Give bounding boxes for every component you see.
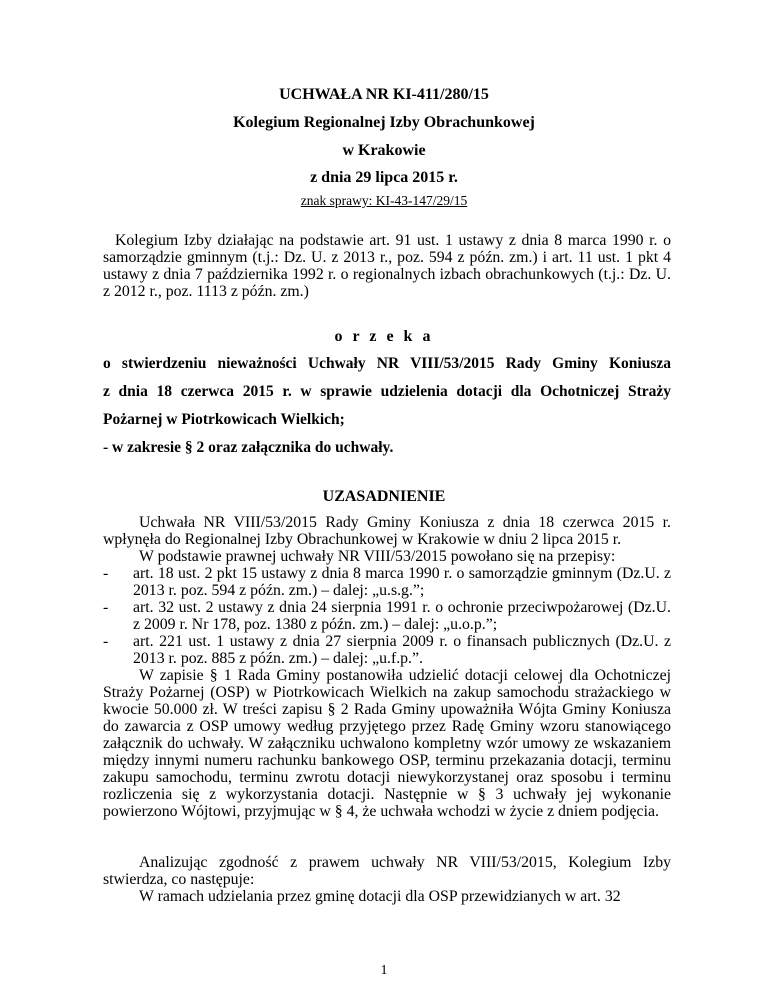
- ruling-line-2: z dnia 18 czerwca 2015 r. w sprawie udzielenia dotacji dla Ochotniczej Straży: [103, 383, 671, 400]
- justification-paragraph: W ramach udzielania przez gminę dotacji dla OSP przewidzianych w art. 32: [139, 888, 621, 905]
- ruling-line-4: - w zakresie § 2 oraz załącznika do uchwały.: [103, 439, 394, 456]
- list-item-text: art. 221 ust. 1 ustawy z dnia 27 sierpnia 2009 r. o finansach publicznych (Dz.U. z 2013 r. poz. 885 z późn. zm.) – dalej: „u.f.p.”.: [133, 633, 671, 667]
- list-dash: -: [103, 633, 109, 650]
- case-number: znak sprawy: KI-43-147/29/15: [300, 193, 468, 208]
- date: z dnia 29 lipca 2015 r.: [310, 169, 458, 186]
- list-item: [103, 599, 671, 633]
- justification-paragraph: W zapisie § 1 Rada Gminy postanowiła udzielić dotacji celowej dla Ochotniczej Straży Pożarnej (OSP) w Piotrkowicach Wielkich na zakup samochodu strażackiego w kwocie 50.000 zł. W treści zapisu § 2 Rada Gminy upoważniła Wójta Gminy Koniusza do zawarcia z OSP umowy według przyjętego przez Radę Gminy wzoru stanowiącego załącznik do uchwały. W załączniku uchwalono kompletny wzór umowy ze wskazaniem między innymi numeru rachunku bankowego OSP, terminu przekazania dotacji, terminu zakupu samochodu, terminu zwrotu dotacji niewykorzystanej oraz sposobu i terminu rozliczenia się z wykorzystania dotacji. Następnie w § 3 uchwały jej wykonanie powierzono Wójtowi, przyjmując w § 4, że uchwała wchodzi w życie z dniem podjęcia.: [103, 667, 671, 820]
- justification-paragraph: Uchwała NR VIII/53/2015 Rady Gminy Koniusza z dnia 18 czerwca 2015 r. wpłynęła do Regionalnej Izby Obrachunkowej w Krakowie w dniu 2 lipca 2015 r.: [103, 514, 671, 548]
- page-number: 1: [380, 963, 388, 978]
- resolution-title: UCHWAŁA NR KI-411/280/15: [279, 86, 489, 103]
- list-dash: -: [103, 599, 109, 616]
- justification-heading: UZASADNIENIE: [322, 488, 446, 505]
- issuer: Kolegium Regionalnej Izby Obrachunkowej: [233, 114, 535, 131]
- list-item-text: art. 32 ust. 2 ustawy z dnia 24 sierpnia 1991 r. o ochronie przeciwpożarowej (Dz.U. z 2009 r. Nr 178, poz. 1380 z późn. zm.) – dalej: „u.o.p.”;: [133, 599, 671, 633]
- justification-paragraph: W podstawie prawnej uchwały NR VIII/53/2015 powołano się na przepisy:: [139, 548, 616, 565]
- legal-basis-list: [103, 565, 671, 667]
- list-dash: -: [103, 565, 109, 582]
- ruling-line-3: Pożarnej w Piotrkowicach Wielkich;: [103, 411, 345, 428]
- location: w Krakowie: [342, 142, 426, 159]
- preamble: Kolegium Izby działając na podstawie art. 91 ust. 1 ustawy z dnia 8 marca 1990 r. o samorządzie gminnym (t.j.: Dz. U. z 2013 r., poz. 594 z późn. zm.) i art. 11 ust. 1 pkt 4 ustawy z dnia 7 października 1992 r. o regionalnych izbach obrachunkowych (t.j.: Dz. U. z 2012 r., poz. 1113 z późn. zm.): [103, 232, 671, 300]
- list-item-text: art. 18 ust. 2 pkt 15 ustawy z dnia 8 marca 1990 r. o samorządzie gminnym (Dz.U. z 2013 r. poz. 594 z późn. zm.) – dalej: „u.s.g.”;: [133, 565, 671, 599]
- justification-paragraph: Analizując zgodność z prawem uchwały NR VIII/53/2015, Kolegium Izby stwierdza, co następuje:: [103, 854, 671, 888]
- ruling-line-1: o stwierdzeniu nieważności Uchwały NR VIII/53/2015 Rady Gminy Koniusza: [103, 355, 671, 372]
- list-item: [103, 565, 671, 599]
- ruling-verb: o r z e k a: [334, 328, 434, 345]
- list-item: [103, 633, 671, 667]
